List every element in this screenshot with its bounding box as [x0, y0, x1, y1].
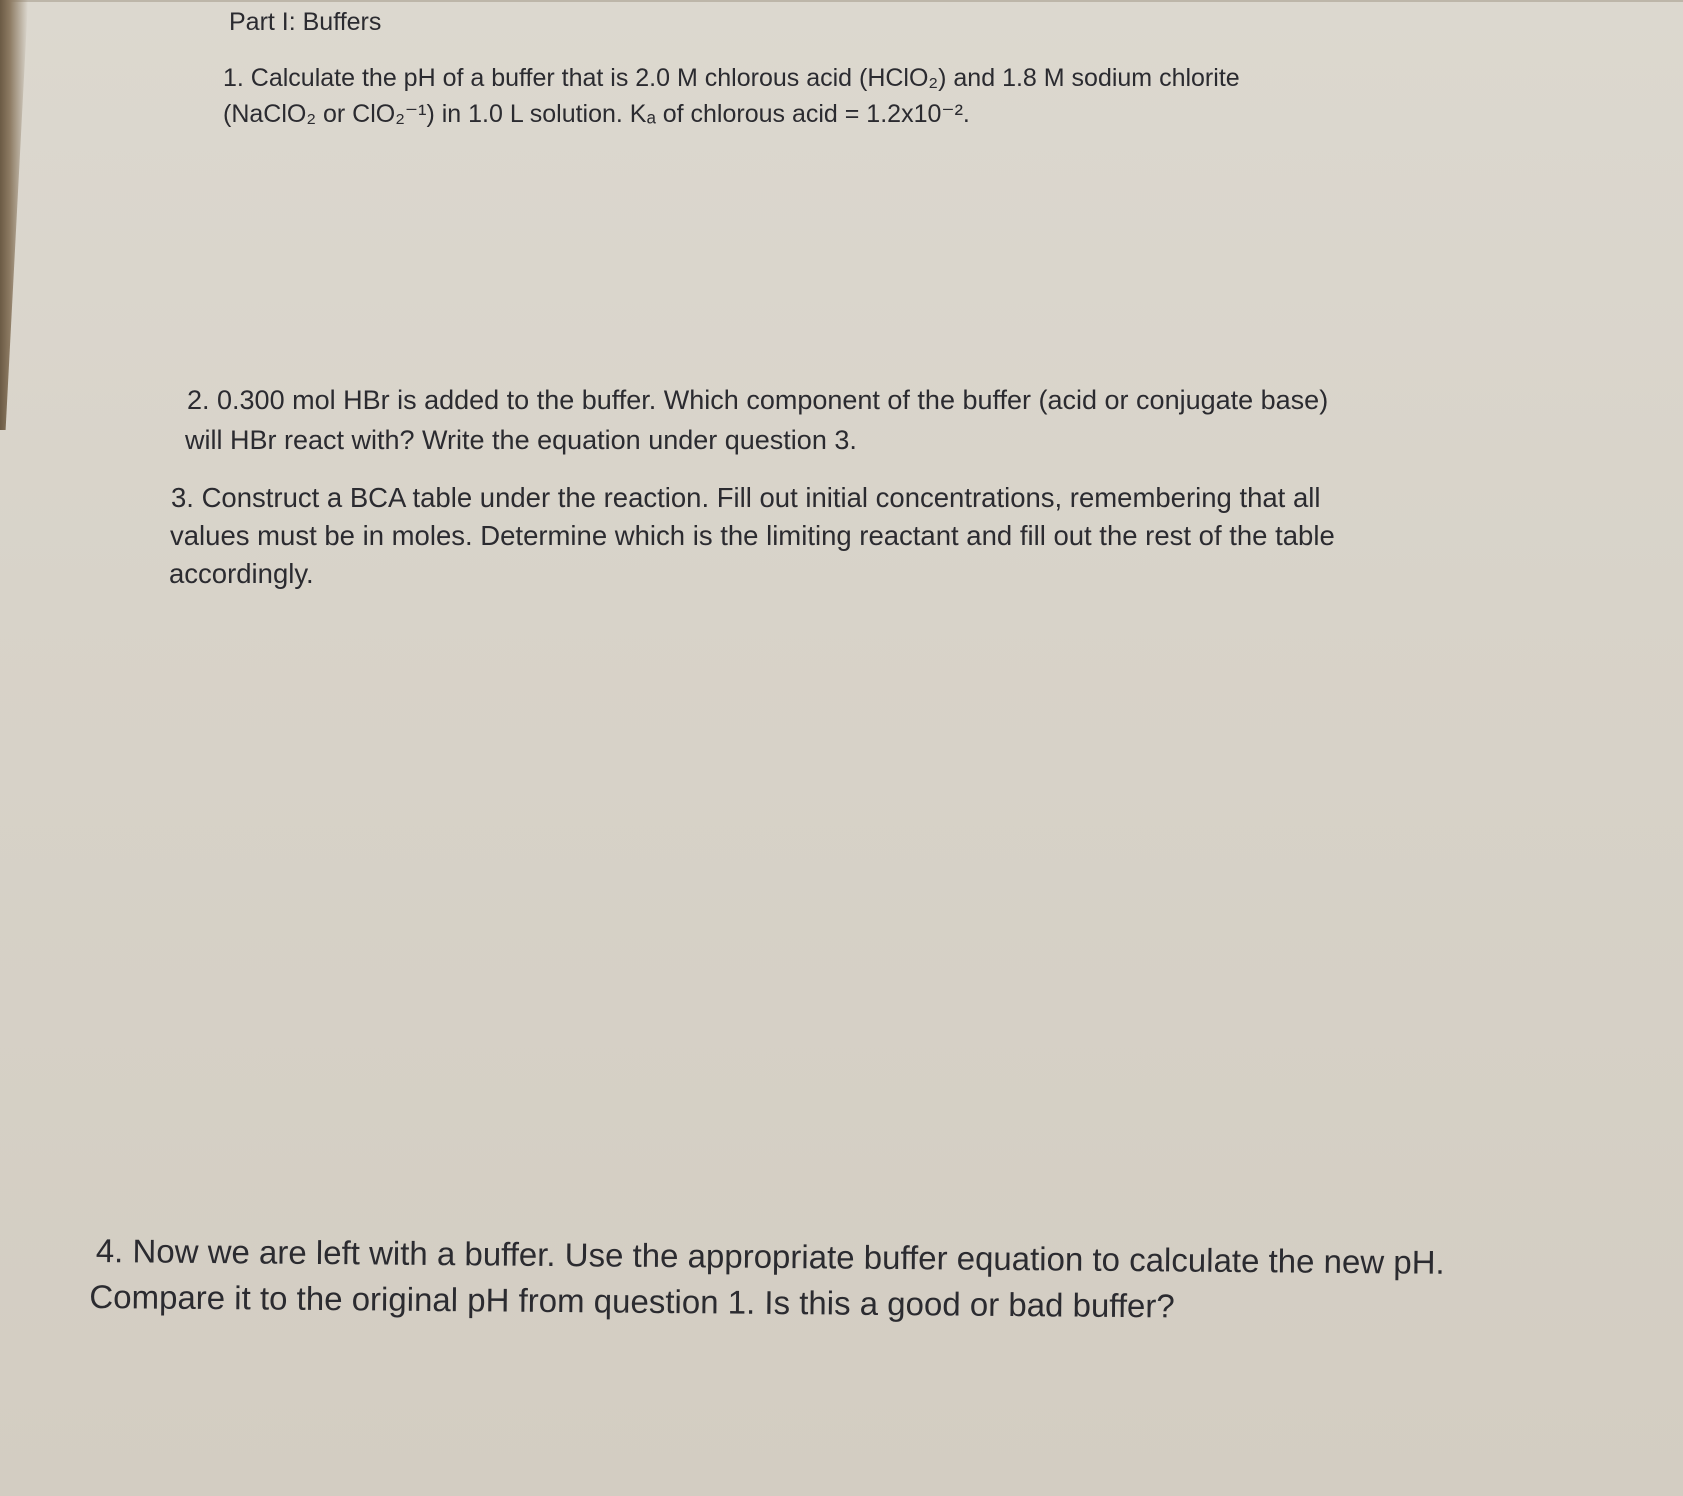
question-2-line-2: will HBr react with? Write the equation under question 3. — [185, 425, 857, 455]
question-3-line-3: accordingly. — [169, 558, 314, 589]
question-3-line-1: 3. Construct a BCA table under the reaction. Fill out initial concentrations, remembering that all — [171, 482, 1321, 513]
paper-left-shadow — [0, 0, 28, 430]
question-4-line-1: 4. Now we are left with a buffer. Use the appropriate buffer equation to calculate the new pH. — [95, 1232, 1445, 1281]
question-2 — [187, 380, 1328, 460]
question-4-line-2: Compare it to the original pH from question 1. Is this a good or bad buffer? — [89, 1277, 1175, 1325]
section-title: Part I: Buffers — [229, 8, 382, 36]
paper-top-edge — [0, 0, 1683, 2]
question-1-line-1: 1. Calculate the pH of a buffer that is 2.0 M chlorous acid (HClO₂) and 1.8 M sodium chlorite — [223, 64, 1240, 92]
question-3 — [171, 479, 1335, 593]
question-1 — [223, 60, 1240, 132]
question-1-line-2: (NaClO₂ or ClO₂⁻¹) in 1.0 L solution. Kₐ of chlorous acid = 1.2x10⁻². — [223, 100, 970, 128]
question-2-line-1: 2. 0.300 mol HBr is added to the buffer. Which component of the buffer (acid or conjugate base) — [187, 385, 1329, 415]
question-3-line-2: values must be in moles. Determine which is the limiting reactant and fill out the rest of the table — [170, 520, 1335, 551]
question-4 — [91, 1228, 1445, 1332]
